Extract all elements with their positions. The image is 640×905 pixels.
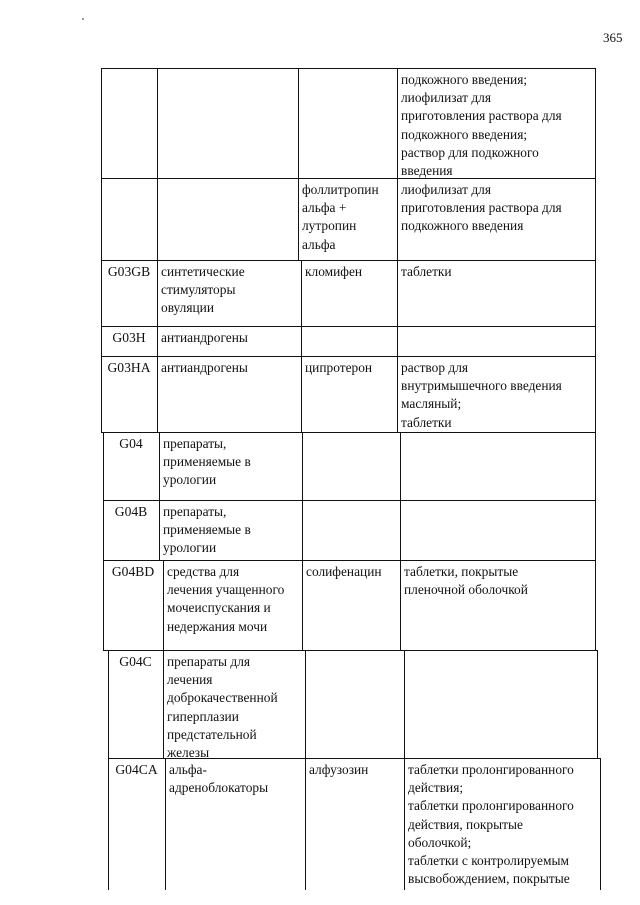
atc-code-cell <box>101 68 157 178</box>
atc-code-cell: G03H <box>112 330 146 345</box>
dosage-forms-cell-line: высвобождением, покрытые <box>408 871 570 887</box>
atc-code-cell: G03GB <box>107 264 151 279</box>
group-name-cell-line: стимуляторы <box>161 282 236 298</box>
substance-cell-line: фоллитропин <box>302 182 379 197</box>
substance-cell-line: солифенацин <box>306 564 382 579</box>
cell-border-horizontal <box>157 178 595 179</box>
atc-code-cell: G03HA <box>107 360 151 375</box>
table-row <box>0 560 640 650</box>
dosage-forms-cell-line: таблетки, покрытые <box>404 564 519 579</box>
dosage-forms-cell-line: лиофилизат для <box>401 182 491 197</box>
dosage-forms-cell-line: раствор для <box>401 360 469 375</box>
table-row <box>0 758 640 890</box>
cell-border-vertical <box>298 68 299 178</box>
dosage-forms-cell-line: раствор для подкожного <box>401 144 539 160</box>
cell-border-vertical <box>302 500 303 560</box>
cell-border-vertical <box>404 758 405 890</box>
cell-border-vertical <box>400 500 401 560</box>
atc-code-cell: G04 <box>119 436 143 451</box>
group-name-cell-line: применяемые в <box>163 522 251 538</box>
cell-border-horizontal <box>101 260 596 261</box>
group-name-cell <box>157 68 298 178</box>
table-row <box>0 178 640 260</box>
atc-code-cell: G04B <box>114 504 148 519</box>
dosage-forms-cell-line: подкожного введения; <box>401 72 528 87</box>
substance-cell-line: ципротерон <box>305 360 373 375</box>
group-name-cell-line: урологии <box>163 472 217 488</box>
dosage-forms-cell-line: масляный; <box>401 396 462 412</box>
cell-border-horizontal <box>103 432 596 433</box>
cell-border-vertical <box>302 432 303 500</box>
cell-border-vertical <box>305 758 306 890</box>
dosage-forms-cell <box>404 650 597 758</box>
cell-border-horizontal <box>101 68 596 69</box>
substance-cell-line: кломифен <box>305 264 363 279</box>
group-name-cell-line: синтетические <box>161 264 245 279</box>
cell-border-vertical <box>301 260 302 326</box>
group-name-cell <box>163 560 302 650</box>
cell-border-vertical <box>157 326 158 356</box>
cell-border-vertical <box>157 178 158 260</box>
cell-border-vertical <box>302 560 303 650</box>
cell-border-vertical <box>595 326 596 356</box>
cell-border-vertical <box>101 178 102 260</box>
dosage-forms-cell-line: таблетки пролонгированного <box>408 798 574 814</box>
group-name-cell-line: препараты, <box>163 436 227 451</box>
substance-cell-line: лутропин <box>302 218 357 234</box>
cell-border-vertical <box>400 432 401 500</box>
dosage-forms-cell <box>397 356 595 432</box>
atc-code-cell: G04BD <box>111 564 155 579</box>
cell-border-vertical <box>397 356 398 432</box>
group-name-cell <box>157 178 298 260</box>
group-name-cell <box>159 500 302 560</box>
group-name-cell-line: лечения учащенного <box>167 582 285 598</box>
cell-border-vertical <box>404 650 405 758</box>
cell-border-vertical <box>298 178 299 260</box>
dosage-forms-cell-line: таблетки с контролируемым <box>408 853 569 869</box>
dosage-forms-cell-line: приготовления раствора для <box>401 108 562 124</box>
dosage-forms-cell <box>400 432 595 500</box>
cell-border-vertical <box>165 758 166 890</box>
cell-border-vertical <box>397 68 398 178</box>
cell-border-vertical <box>103 500 104 560</box>
cell-border-vertical <box>397 326 398 356</box>
group-name-cell-line: антиандрогены <box>161 330 248 345</box>
substance-cell <box>302 560 400 650</box>
dosage-forms-cell-line: пленочной оболочкой <box>404 582 528 598</box>
substance-cell <box>302 432 400 500</box>
dosage-forms-cell <box>397 260 595 326</box>
group-name-cell <box>157 326 301 356</box>
group-name-cell-line: альфа- <box>169 762 207 777</box>
group-name-cell-line: недержания мочи <box>167 618 268 634</box>
cell-border-vertical <box>159 500 160 560</box>
table-row <box>0 432 640 500</box>
substance-cell-line: альфа + <box>302 200 347 216</box>
table-row <box>0 326 640 356</box>
cell-border-vertical <box>108 758 109 890</box>
cell-border-vertical <box>595 500 596 560</box>
dosage-forms-cell-line: подкожного введения <box>401 218 524 234</box>
substance-cell <box>302 500 400 560</box>
cell-border-vertical <box>101 260 102 326</box>
cell-border-vertical <box>600 758 601 890</box>
substance-cell <box>298 178 397 260</box>
cell-border-vertical <box>101 326 102 356</box>
cell-border-vertical <box>595 178 596 260</box>
substance-cell-line: алфузозин <box>309 762 369 777</box>
page-number: 365 <box>603 30 623 45</box>
cell-border-vertical <box>301 356 302 432</box>
cell-border-vertical <box>595 560 596 650</box>
dosage-forms-cell-line: оболочкой; <box>408 834 472 850</box>
table-row <box>0 260 640 326</box>
cell-border-vertical <box>595 356 596 432</box>
cell-border-vertical <box>157 260 158 326</box>
atc-code-cell: G04CA <box>115 762 158 777</box>
group-name-cell-line: доброкачественной <box>167 690 278 706</box>
substance-cell <box>305 758 404 890</box>
dosage-forms-cell <box>400 560 595 650</box>
group-name-cell-line: овуляции <box>161 300 215 316</box>
substance-cell <box>301 260 397 326</box>
substance-cell-line: альфа <box>302 236 336 252</box>
cell-border-horizontal <box>101 356 596 357</box>
dosage-forms-cell-line: таблетки <box>401 414 452 430</box>
group-name-cell <box>157 356 301 432</box>
dosage-forms-cell-line: действия, покрытые <box>408 816 523 832</box>
group-name-cell-line: железы <box>167 745 210 758</box>
cell-border-vertical <box>101 68 102 178</box>
dosage-forms-cell-line: внутримышечного введения <box>401 378 562 394</box>
dosage-forms-cell <box>397 68 595 178</box>
atc-code-cell: G04C <box>119 654 152 669</box>
cell-border-vertical <box>397 178 398 260</box>
cell-border-horizontal <box>108 650 598 651</box>
dosage-forms-cell-line: подкожного введения; <box>401 126 528 142</box>
group-name-cell <box>157 260 301 326</box>
group-name-cell-line: урологии <box>163 540 217 556</box>
cell-border-horizontal <box>103 500 596 501</box>
dosage-forms-cell <box>400 500 595 560</box>
cell-border-vertical <box>103 432 104 500</box>
table-row <box>0 68 640 178</box>
cell-border-vertical <box>305 650 306 758</box>
cell-border-vertical <box>301 326 302 356</box>
group-name-cell <box>163 650 305 758</box>
substance-cell <box>305 650 404 758</box>
dosage-forms-cell-line: таблетки пролонгированного <box>408 762 574 777</box>
group-name-cell-line: антиандрогены <box>161 360 248 375</box>
group-name-cell-line: адреноблокаторы <box>169 780 269 796</box>
cell-border-vertical <box>163 650 164 758</box>
group-name-cell-line: препараты, <box>163 504 227 519</box>
group-name-cell-line: препараты для <box>167 654 251 669</box>
dosage-forms-cell-line: введения <box>401 163 453 178</box>
cell-border-vertical <box>400 560 401 650</box>
atc-code-cell <box>101 178 157 260</box>
dosage-forms-cell-line: лиофилизат для <box>401 90 491 106</box>
cell-border-horizontal <box>101 326 596 327</box>
table-row <box>0 650 640 758</box>
cell-border-vertical <box>103 560 104 650</box>
table-row <box>0 500 640 560</box>
group-name-cell-line: предстательной <box>167 726 257 742</box>
group-name-cell-line: мочеиспускания и <box>167 600 271 616</box>
dosage-forms-cell <box>404 758 600 890</box>
cell-border-vertical <box>595 68 596 178</box>
cell-border-vertical <box>597 650 598 758</box>
dosage-forms-cell-line: таблетки <box>401 264 452 279</box>
substance-cell <box>298 68 397 178</box>
dosage-forms-cell-line: приготовления раствора для <box>401 200 562 216</box>
dosage-forms-cell <box>397 326 595 356</box>
table-row <box>0 356 640 432</box>
substance-cell <box>301 356 397 432</box>
group-name-cell-line: лечения <box>167 672 213 688</box>
group-name-cell <box>159 432 302 500</box>
group-name-cell-line: средства для <box>167 564 240 579</box>
cell-border-vertical <box>101 356 102 432</box>
cell-border-vertical <box>157 356 158 432</box>
dosage-forms-cell-line: действия; <box>408 780 464 796</box>
cell-border-vertical <box>595 260 596 326</box>
group-name-cell <box>165 758 305 890</box>
cell-border-vertical <box>108 650 109 758</box>
cell-border-horizontal <box>108 758 601 759</box>
substance-cell <box>301 326 397 356</box>
cell-border-vertical <box>163 560 164 650</box>
group-name-cell-line: применяемые в <box>163 454 251 470</box>
cell-border-vertical <box>595 432 596 500</box>
cell-border-vertical <box>159 432 160 500</box>
scan-speck <box>82 18 84 20</box>
cell-border-vertical <box>157 68 158 178</box>
dosage-forms-cell <box>397 178 595 260</box>
cell-border-vertical <box>397 260 398 326</box>
group-name-cell-line: гиперплазии <box>167 708 239 724</box>
cell-border-horizontal <box>103 560 596 561</box>
